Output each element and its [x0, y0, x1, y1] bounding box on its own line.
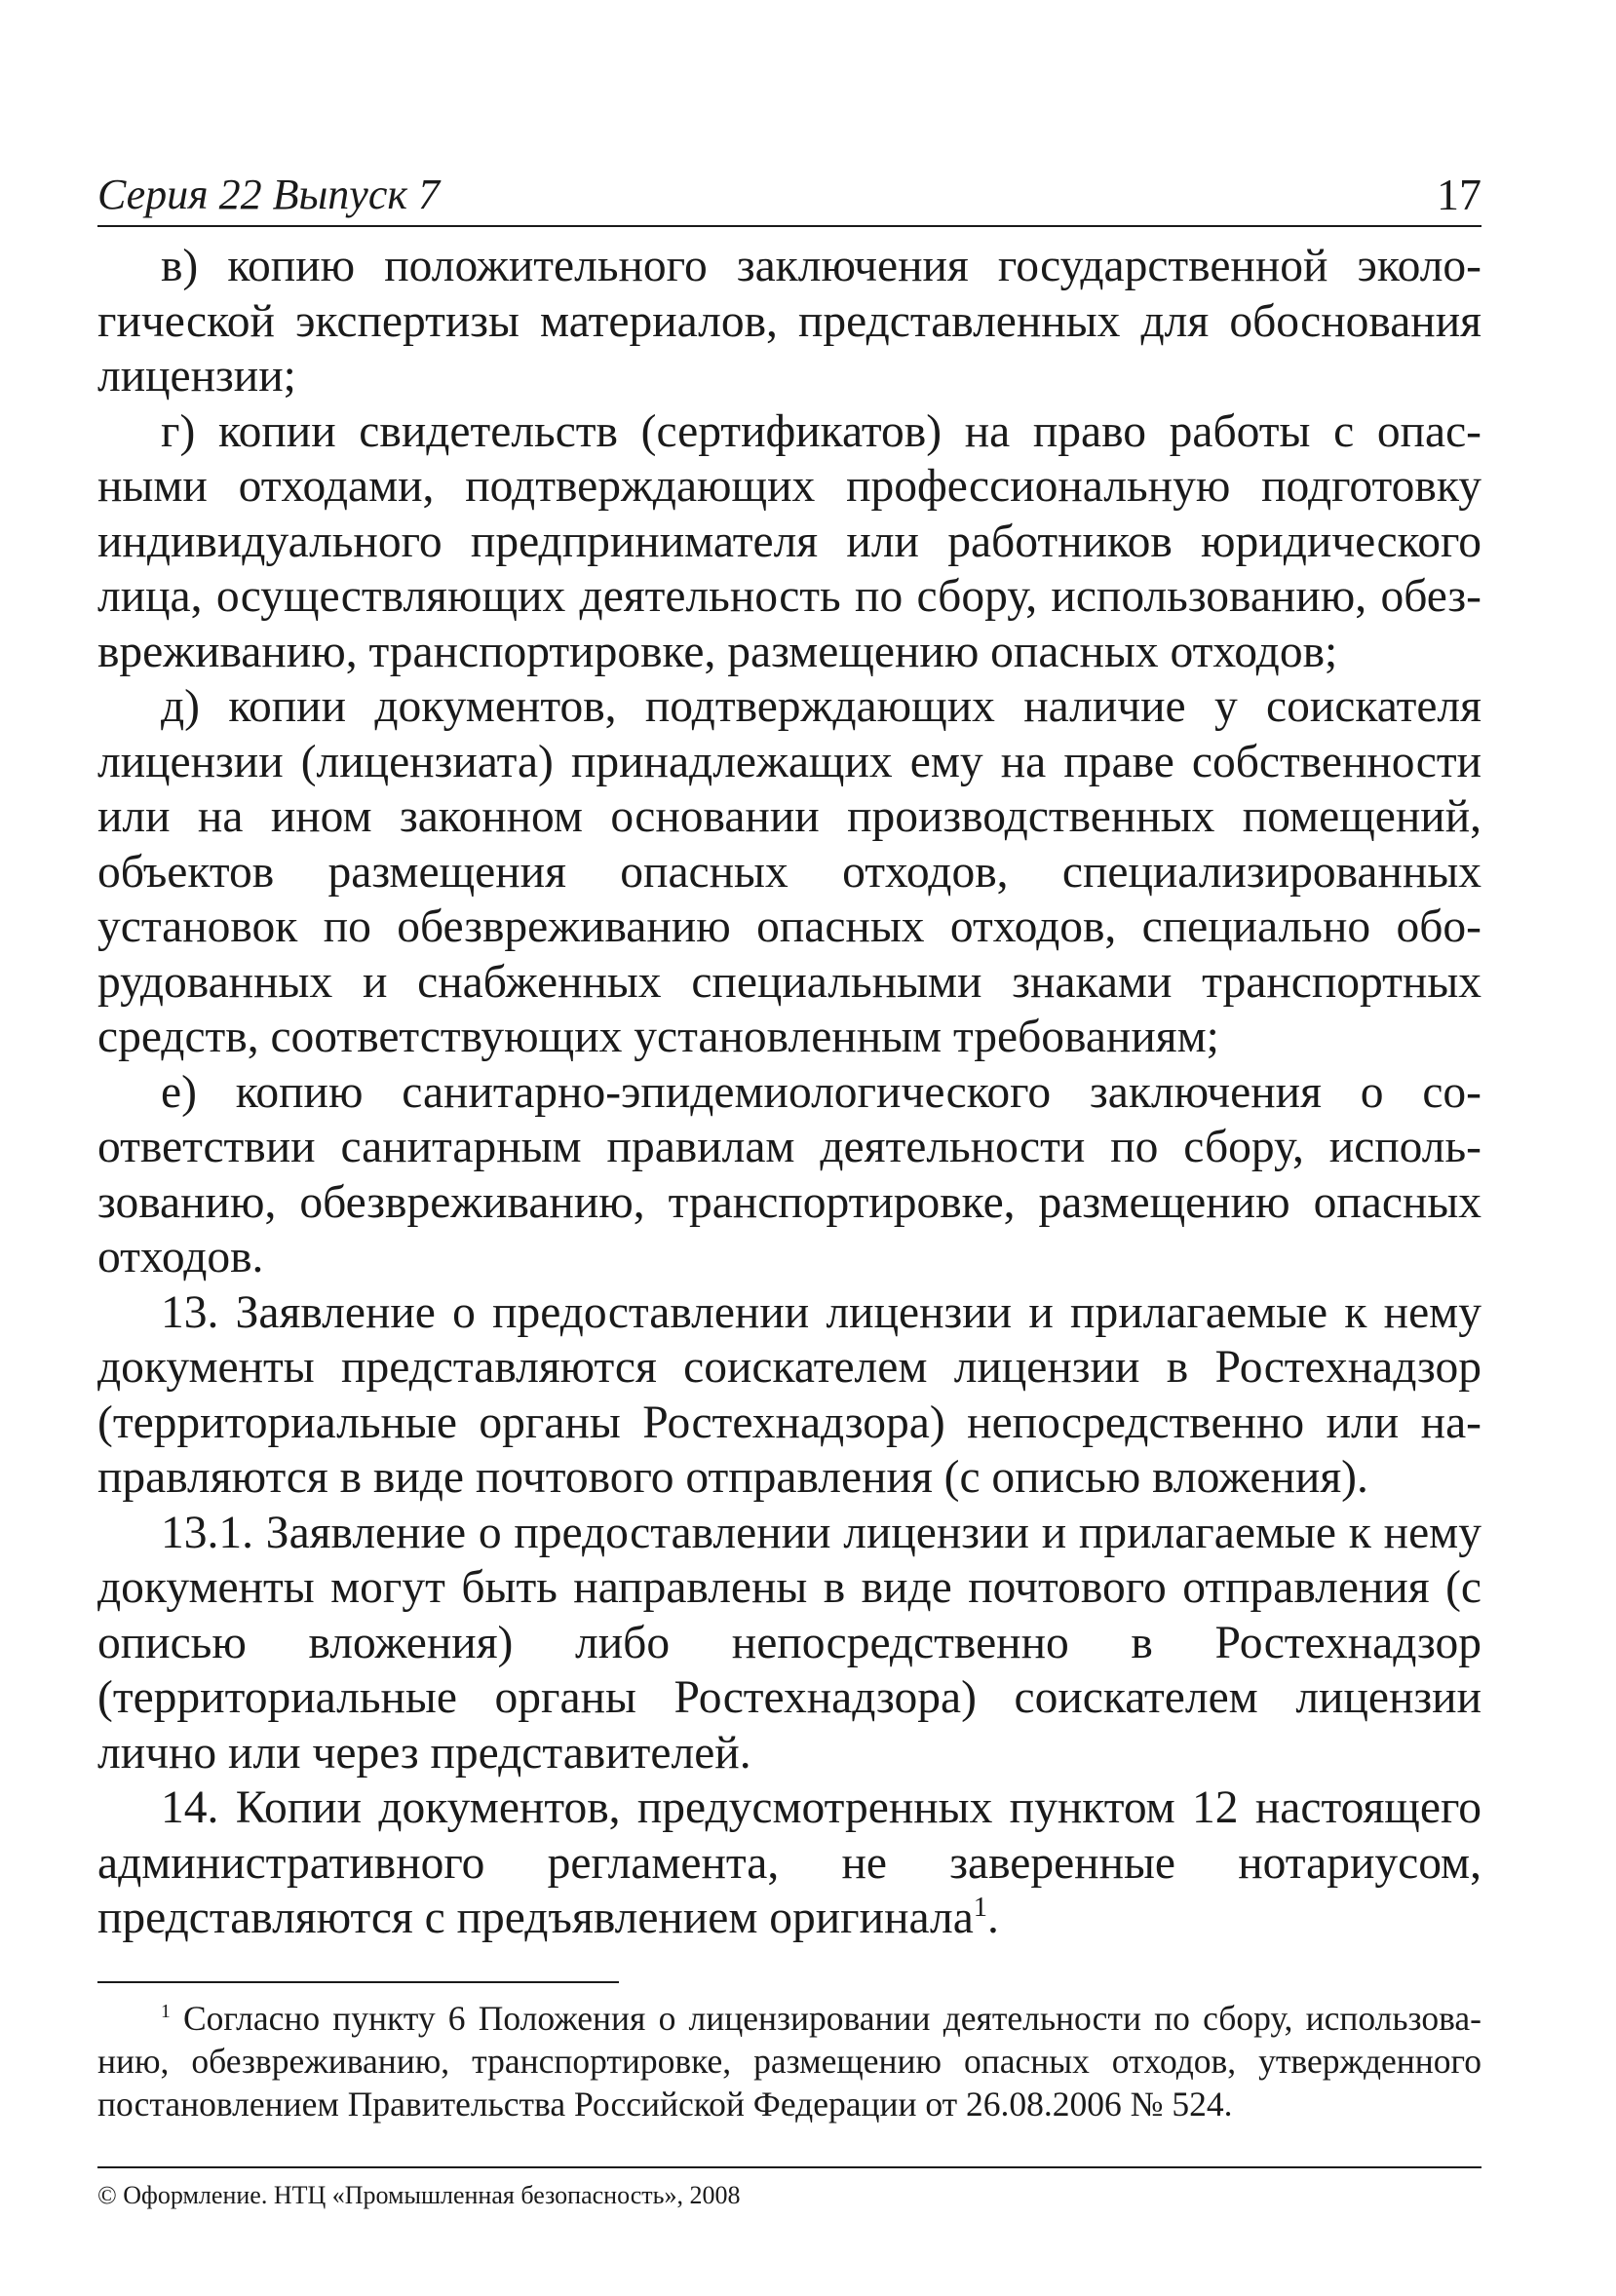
- paragraph-g: г) копии свидетельств (сертификатов) на право работы с опасными отходами, подтверждающих профессиональную подготовку индивидуального предпринимателя или работников юридического лица, осуществляющих деятельность по сбору, использованию, обезвреживанию, транспортировке, размещению опасных отходов;: [97, 405, 1481, 677]
- paragraph-13: 13. Заявление о предоставлении лицензии и прилагаемые к нему документы представляются соискателем лицензии в Ростехнадзор (территориальные органы Ростехнадзора) непосредственно или направляются в виде почтового отправления (с описью вложения).: [97, 1286, 1481, 1503]
- series-label: Серия 22 Выпуск 7: [97, 171, 440, 218]
- footnote: [97, 1997, 1481, 2125]
- page-number: 17: [1437, 170, 1481, 219]
- copyright-notice: © Оформление. НТЦ «Промышленная безопасность», 2008: [97, 2180, 741, 2209]
- footnote-divider: [97, 1981, 619, 1983]
- paragraph-v: в) копию положительного заключения государственной экологической экспертизы материалов, представленных для обоснования лицензии;: [97, 241, 1481, 402]
- running-header: [97, 171, 1481, 227]
- copyright-divider: [97, 2166, 1481, 2168]
- paragraph-14-text: 14. Копии документов, предусмотренных пунктом 12 настоящего административного регламента, не заверенные нотариусом, представляются с предъявлением оригинала: [97, 1782, 1481, 1943]
- paragraph-e: е) копию санитарно-эпидемиологического заключения о соответствии санитарным правилам деятельности по сбору, использованию, обезвреживанию, транспортировке, размещению опасных отходов.: [97, 1066, 1481, 1282]
- paragraph-14: [97, 1780, 1481, 1946]
- paragraph-13-1: 13.1. Заявление о предоставлении лицензии и прилагаемые к нему документы могут быть направлены в виде почтового отправления (с описью вложения) либо непосредственно в Ростехнадзор (территориальные органы Ростехнадзора) соискателем лицензии лично или через представителей.: [97, 1507, 1481, 1779]
- footnote-mark: 1: [161, 2001, 171, 2022]
- footnote-reference[interactable]: 1: [973, 1893, 988, 1924]
- paragraph-14-end: .: [987, 1893, 999, 1943]
- body-text: [97, 239, 1481, 1946]
- paragraph-d: д) копии документов, подтверждающих наличие у соискателя лицензии (лицензиата) принадлежащих ему на праве собственности или на ином законном основании производственных помещений, объектов размещения опасных отходов, специализированных установок по обезвреживанию опасных отходов, специально оборудованных и снабженных специальными знаками транспортных средств, соответствующих установленным требованиям;: [97, 681, 1481, 1062]
- footnote-text: Согласно пункту 6 Положения о лицензировании деятельности по сбору, использованию, обезвреживанию, транспортировке, размещению опасных отходов, утвержденного постановлением Правительства Российской Федерации от 26.08.2006 № 524.: [97, 1998, 1481, 2124]
- document-page: [97, 171, 1481, 2211]
